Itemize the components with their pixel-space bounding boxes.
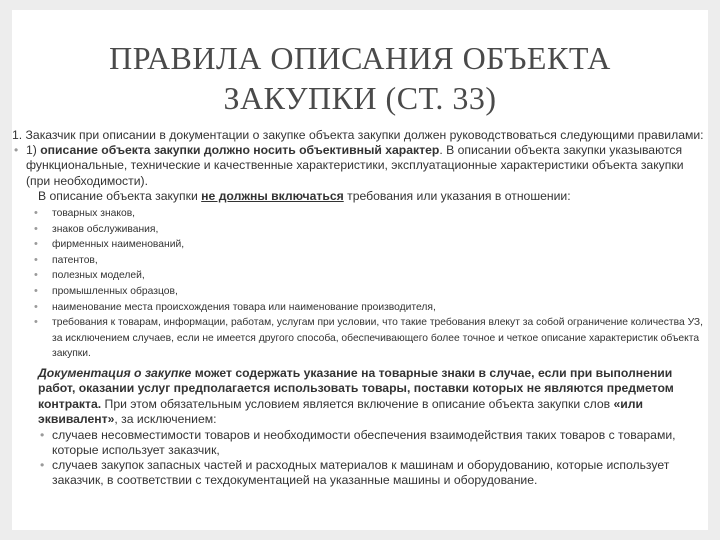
title-line-1: ПРАВИЛА ОПИСАНИЯ ОБЪЕКТА (109, 40, 611, 76)
list-item: • полезных моделей, (32, 268, 704, 284)
slide-title (12, 38, 708, 118)
rule-1-rest: . В описании объекта закупки указываются функциональные, технические и качественные характеристики, эксплуатационные характеристики объекта закупки (при необходимости). (26, 143, 684, 188)
prohibition-bold: не должны включаться (201, 188, 344, 203)
prohibited-items-list (32, 206, 704, 362)
prohibition-rest: требования или указания в отношении: (343, 188, 571, 203)
rule-1-prefix: 1) (26, 143, 41, 158)
rule-1-bold: описание объекта закупки должно носить объективный характер (40, 143, 440, 158)
title-line-2: ЗАКУПКИ (СТ. 33) (223, 80, 497, 116)
list-item: • товарных знаков, (32, 206, 704, 222)
trademark-rest-2: , за исключением: (114, 412, 217, 427)
list-item: • знаков обслуживания, (32, 222, 704, 238)
trademark-italic: Документация о закупке (38, 365, 192, 380)
intro-paragraph: 1. Заказчик при описании в документации о закупке объекта закупки должен руководствоваться следующими правилами: (12, 128, 704, 142)
trademark-bold: может содержать указание на товарные знаки в случае, если при выполнении работ, оказании услуг предполагается использовать товары, поставки которых не являются предметом контракта. (38, 365, 674, 411)
prohibition-prefix: В описание объекта закупки (38, 188, 202, 203)
trademark-paragraph (38, 366, 704, 428)
list-item: • патентов, (32, 253, 704, 269)
trademark-rest-1: При этом обязательным условием является включение в описание объекта закупки слов (101, 396, 614, 411)
slide (12, 10, 708, 530)
list-item: • случаев закупок запасных частей и расходных материалов к машинам и оборудованию, которые использует заказчик, в соответствии с техдокументацией на указанные машины и оборудование. (38, 458, 704, 488)
list-item: • промышленных образцов, (32, 284, 704, 300)
rule-1 (12, 143, 704, 189)
trademark-quote: «или эквивалент» (38, 396, 644, 427)
slide-body (12, 128, 704, 488)
list-item: • фирменных наименований, (32, 237, 704, 253)
prohibition-paragraph (12, 189, 704, 204)
list-item: • наименование места происхождения товара или наименование производителя, (32, 300, 704, 316)
list-item: • случаев несовместимости товаров и необходимости обеспечения взаимодействия таких товаров с товарами, которые использует заказчик, (38, 428, 704, 458)
exceptions-list (38, 428, 704, 489)
list-item: • требования к товарам, информации, работам, услугам при условии, что такие требования влекут за собой ограничение количества УЗ, за исключением случаев, если не имеется другого способа, обеспечивающего более точное и четкое описание характеристик объекта закупки. (32, 315, 704, 362)
